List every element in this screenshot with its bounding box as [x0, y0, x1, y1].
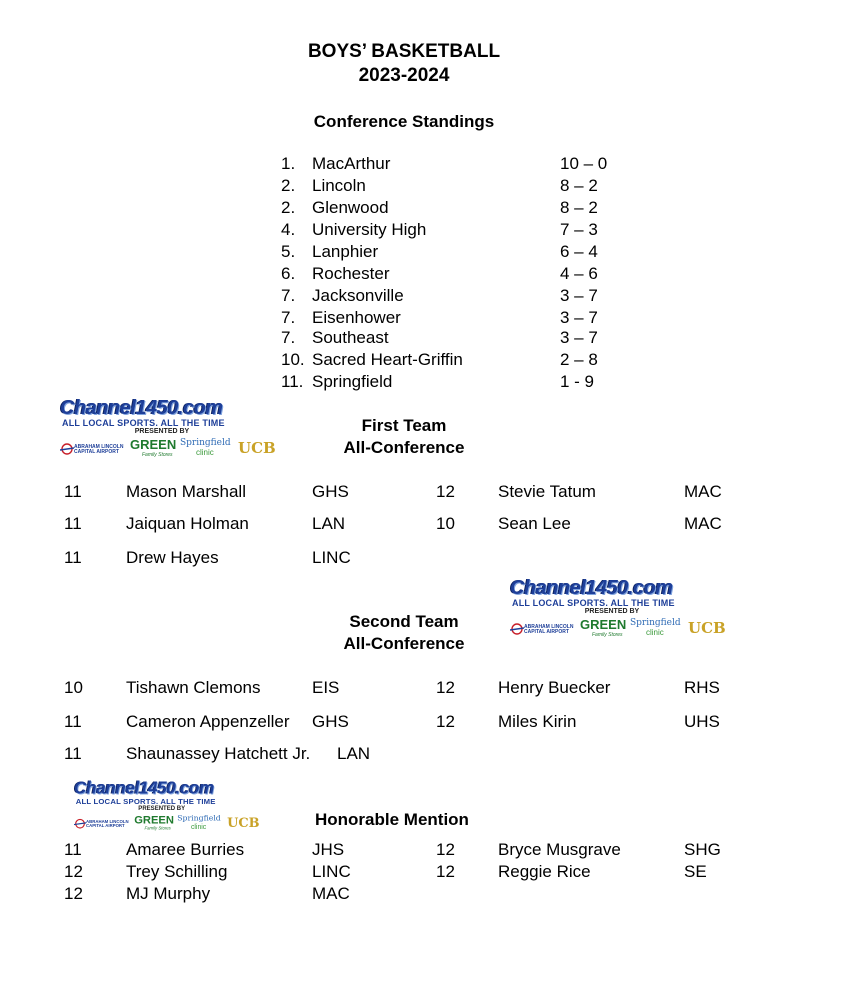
sponsor-airport: ABRAHAM LINCOLN CAPITAL AIRPORT [524, 624, 574, 635]
standings-team: University High [312, 220, 427, 239]
player-grade: 11 [64, 712, 82, 731]
player-grade: 11 [64, 744, 82, 763]
sponsor-clinic: clinic [646, 628, 664, 637]
player-grade: 11 [64, 840, 82, 859]
player-school: LINC [312, 862, 351, 881]
logo-tagline: ALL LOCAL SPORTS. ALL THE TIME [75, 797, 216, 806]
standings-record: 1 - 9 [560, 372, 595, 391]
logo-presented-by: PRESENTED BY [134, 428, 190, 435]
player-school: LAN [337, 744, 371, 763]
player-grade: 10 [64, 678, 83, 697]
player-name: Drew Hayes [126, 548, 219, 567]
logo-brand: Channel1450.com [60, 397, 223, 419]
standings-record: 8 – 2 [560, 176, 598, 195]
player-name: MJ Murphy [126, 884, 211, 903]
sponsor-green-sub: Family Stores [142, 452, 173, 458]
honorable-heading: Honorable Mention [315, 810, 469, 829]
player-name: Miles Kirin [498, 712, 577, 731]
standings-rank: 7. [281, 328, 296, 347]
green-logo [134, 814, 174, 831]
standings-team: Southeast [312, 328, 389, 347]
player-school: SHG [684, 840, 721, 859]
player-name: Mason Marshall [126, 482, 246, 501]
sponsor-clinic: clinic [196, 448, 214, 457]
standings-team: Sacred Heart-Griffin [312, 350, 463, 369]
standings-rank: 7. [281, 308, 296, 327]
player-school: SE [684, 862, 707, 881]
standings-rank: 7. [281, 286, 296, 305]
standings-team: Rochester [312, 264, 390, 283]
standings-team: Eisenhower [312, 308, 401, 327]
logo-tagline: ALL LOCAL SPORTS. ALL THE TIME [512, 598, 675, 608]
standings-record: 3 – 7 [560, 308, 598, 327]
player-school: LAN [312, 514, 346, 533]
player-grade: 11 [64, 514, 82, 533]
standings-record: 8 – 2 [560, 198, 598, 217]
airport-swoosh-icon [74, 818, 86, 830]
logo-tagline: ALL LOCAL SPORTS. ALL THE TIME [62, 418, 225, 428]
player-grade: 12 [436, 482, 455, 501]
player-name: Reggie Rice [498, 862, 591, 881]
player-name: Sean Lee [498, 514, 571, 533]
springfield-clinic-logo [177, 814, 221, 830]
standings-record: 2 – 8 [560, 350, 598, 369]
first-team-subheading: All-Conference [343, 438, 465, 457]
player-school: LINC [312, 548, 351, 567]
player-grade: 12 [436, 840, 455, 859]
first-team-heading: First Team [361, 416, 447, 435]
standings-record: 3 – 7 [560, 328, 598, 347]
second-team-subheading: All-Conference [343, 634, 465, 653]
logo-brand: Channel1450.com [510, 577, 673, 599]
sponsor-green: GREEN [130, 437, 177, 452]
channel1450-logo [74, 779, 260, 836]
player-grade: 12 [64, 884, 83, 903]
standings-rank: 2. [281, 176, 296, 195]
standings-record: 7 – 3 [560, 220, 598, 239]
player-grade: 10 [436, 514, 455, 533]
standings-team: Glenwood [312, 198, 389, 217]
player-name: Bryce Musgrave [498, 840, 621, 859]
standings-rank: 10. [281, 350, 305, 369]
standings-rank: 11. [281, 372, 304, 391]
standings-record: 10 – 0 [560, 154, 608, 173]
page-title: BOYS’ BASKETBALL [307, 41, 501, 62]
player-grade: 11 [64, 482, 82, 501]
player-school: GHS [312, 482, 349, 501]
sponsor-green: GREEN [134, 813, 174, 827]
standings-rank: 6. [281, 264, 296, 283]
player-name: Trey Schilling [126, 862, 228, 881]
sponsor-airport: ABRAHAM LINCOLN CAPITAL AIRPORT [86, 819, 129, 829]
standings-rank: 2. [281, 198, 296, 217]
player-school: EIS [312, 678, 340, 697]
logo-presented-by: PRESENTED BY [138, 805, 186, 812]
sponsor-ucb: UCB [227, 815, 260, 831]
standings-record: 3 – 7 [560, 286, 598, 305]
sponsor-green-sub: Family Stores [592, 632, 623, 638]
sponsor-airport: ABRAHAM LINCOLN CAPITAL AIRPORT [74, 444, 124, 455]
logo-brand: Channel1450.com [74, 779, 214, 798]
sponsor-springfield: Springfield [177, 814, 221, 823]
standings-heading: Conference Standings [313, 112, 495, 131]
player-grade: 12 [436, 712, 455, 731]
player-school: MAC [684, 482, 722, 501]
standings-team: MacArthur [312, 154, 391, 173]
player-name: Amaree Burries [126, 840, 245, 859]
standings-team: Lincoln [312, 176, 366, 195]
sponsor-strip [74, 813, 260, 833]
player-grade: 12 [436, 678, 455, 697]
player-school: GHS [312, 712, 349, 731]
standings-team: Jacksonville [312, 286, 404, 305]
player-name: Stevie Tatum [498, 482, 596, 501]
season: 2023-2024 [358, 65, 450, 86]
player-school: MAC [684, 514, 722, 533]
player-grade: 12 [436, 862, 455, 881]
sponsor-clinic: clinic [190, 822, 207, 831]
player-grade: 11 [64, 548, 82, 567]
player-name: Shaunassey Hatchett Jr. [126, 744, 311, 763]
sponsor-ucb: UCB [238, 439, 276, 457]
player-school: UHS [684, 712, 720, 731]
player-name: Cameron Appenzeller [126, 712, 290, 731]
airport-logo [74, 818, 131, 832]
standings-record: 4 – 6 [560, 264, 598, 283]
sponsor-springfield: Springfield [180, 438, 231, 448]
standings-record: 6 – 4 [560, 242, 598, 261]
second-team-heading: Second Team [349, 612, 459, 631]
sponsor-green-sub: Family Stores [144, 826, 171, 832]
player-name: Henry Buecker [498, 678, 611, 697]
sponsor-green: GREEN [580, 617, 627, 632]
standings-team: Springfield [312, 372, 393, 391]
logo-presented-by: PRESENTED BY [584, 608, 640, 615]
sponsor-ucb: UCB [688, 619, 726, 637]
standings-rank: 4. [281, 220, 296, 239]
sponsor-springfield: Springfield [630, 618, 681, 628]
player-school: RHS [684, 678, 720, 697]
player-name: Tishawn Clemons [126, 678, 261, 697]
standings-team: Lanphier [312, 242, 379, 261]
standings-rank: 5. [281, 242, 296, 261]
player-school: JHS [312, 840, 345, 859]
player-grade: 12 [64, 862, 83, 881]
player-name: Jaiquan Holman [126, 514, 249, 533]
player-school: MAC [312, 884, 350, 903]
standings-rank: 1. [281, 154, 296, 173]
